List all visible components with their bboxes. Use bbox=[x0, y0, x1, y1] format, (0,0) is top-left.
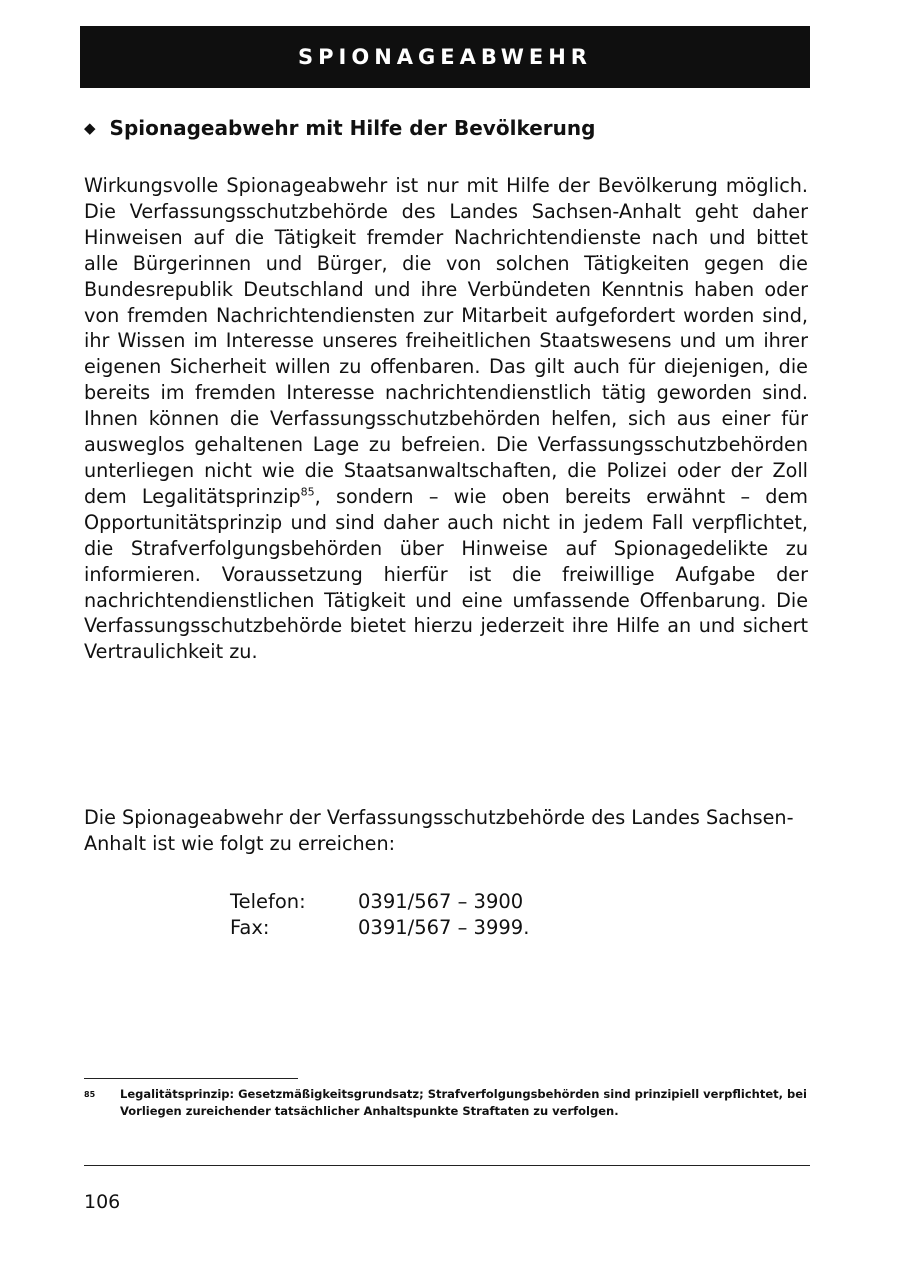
page-bottom-rule bbox=[84, 1165, 810, 1166]
footnote-mark: 85 bbox=[84, 1090, 96, 1099]
page-number: 106 bbox=[84, 1191, 121, 1213]
page-header-bar bbox=[80, 26, 810, 88]
contact-row-phone bbox=[230, 889, 529, 915]
header-title: SPIONAGEABWEHR bbox=[298, 45, 592, 69]
paragraph-1-text-b: , sondern – wie oben bereits erwähnt – dem Opportunitätsprinzip und sind daher auch nicht in jedem Fall verpflichtet, die Strafverfolgungsbehörden über Hinweise auf Spionagedelikte zu informieren. Voraussetzung hierfür ist die freiwillige Aufgabe der nachrichtendienstlichen Tätigkeit und eine umfassende Offenbarung. Die Verfassungsschutzbehörde bietet hierzu jederzeit ihre Hilfe an und sichert Vertraulichkeit zu. bbox=[84, 484, 808, 664]
phone-label: Telefon: bbox=[230, 890, 306, 913]
paragraph-1-text-a: Wirkungsvolle Spionageabwehr ist nur mit Hilfe der Bevölkerung möglich. Die Verfassungsschutzbehörde des Landes Sachsen-Anhalt geht daher Hinweisen auf die Tätigkeit fremder Nachrichtendienste nach und bittet alle Bürgerinnen und Bürger, die von solchen Tätigkeiten gegen die Bundesrepublik Deutschland und ihre Verbündeten Kenntnis haben oder von fremden Nachrichtendiensten zur Mitarbeit aufgefordert worden sind, ihr Wissen im Interesse unseres freiheitlichen Staatswesens und um ihrer eigenen Sicherheit willen zu offenbaren. Das gilt auch für diejenigen, die bereits im fremden Interesse nachrichtendienstlich tätig geworden sind. Ihnen können die Verfassungsschutzbehörden helfen, sich aus einer für ausweglos gehaltenen Lage zu befreien. Die Verfassungsschutzbehörden unterliegen nicht wie die Staatsanwaltschaften, die Polizei oder der Zoll dem Legalitätsprinzip bbox=[84, 174, 808, 508]
footnote bbox=[84, 1086, 808, 1119]
body-paragraph-1 bbox=[84, 173, 808, 665]
diamond-bullet-icon: ◆ bbox=[84, 119, 96, 137]
footnote-reference: 85 bbox=[300, 485, 315, 499]
fax-label: Fax: bbox=[230, 915, 270, 939]
contact-row-fax bbox=[230, 915, 529, 941]
contact-table bbox=[230, 889, 529, 940]
section-heading-text: Spionageabwehr mit Hilfe der Bevölkerung bbox=[109, 116, 596, 140]
body-paragraph-2 bbox=[84, 805, 808, 857]
paragraph-2-text: Die Spionageabwehr der Verfassungsschutzbehörde des Landes Sachsen-Anhalt ist wie folgt zu erreichen: bbox=[84, 806, 794, 855]
fax-value: 0391/567 – 3999. bbox=[358, 915, 530, 939]
footnote-text: Legalitätsprinzip: Gesetzmäßigkeitsgrundsatz; Strafverfolgungsbehörden sind prinzipiell verpflichtet, bei Vorliegen zureichender tatsächlicher Anhaltspunkte Straftaten zu verfolgen. bbox=[120, 1087, 807, 1118]
footnote-divider bbox=[84, 1078, 298, 1079]
section-heading bbox=[84, 112, 804, 144]
phone-value: 0391/567 – 3900 bbox=[358, 890, 524, 913]
